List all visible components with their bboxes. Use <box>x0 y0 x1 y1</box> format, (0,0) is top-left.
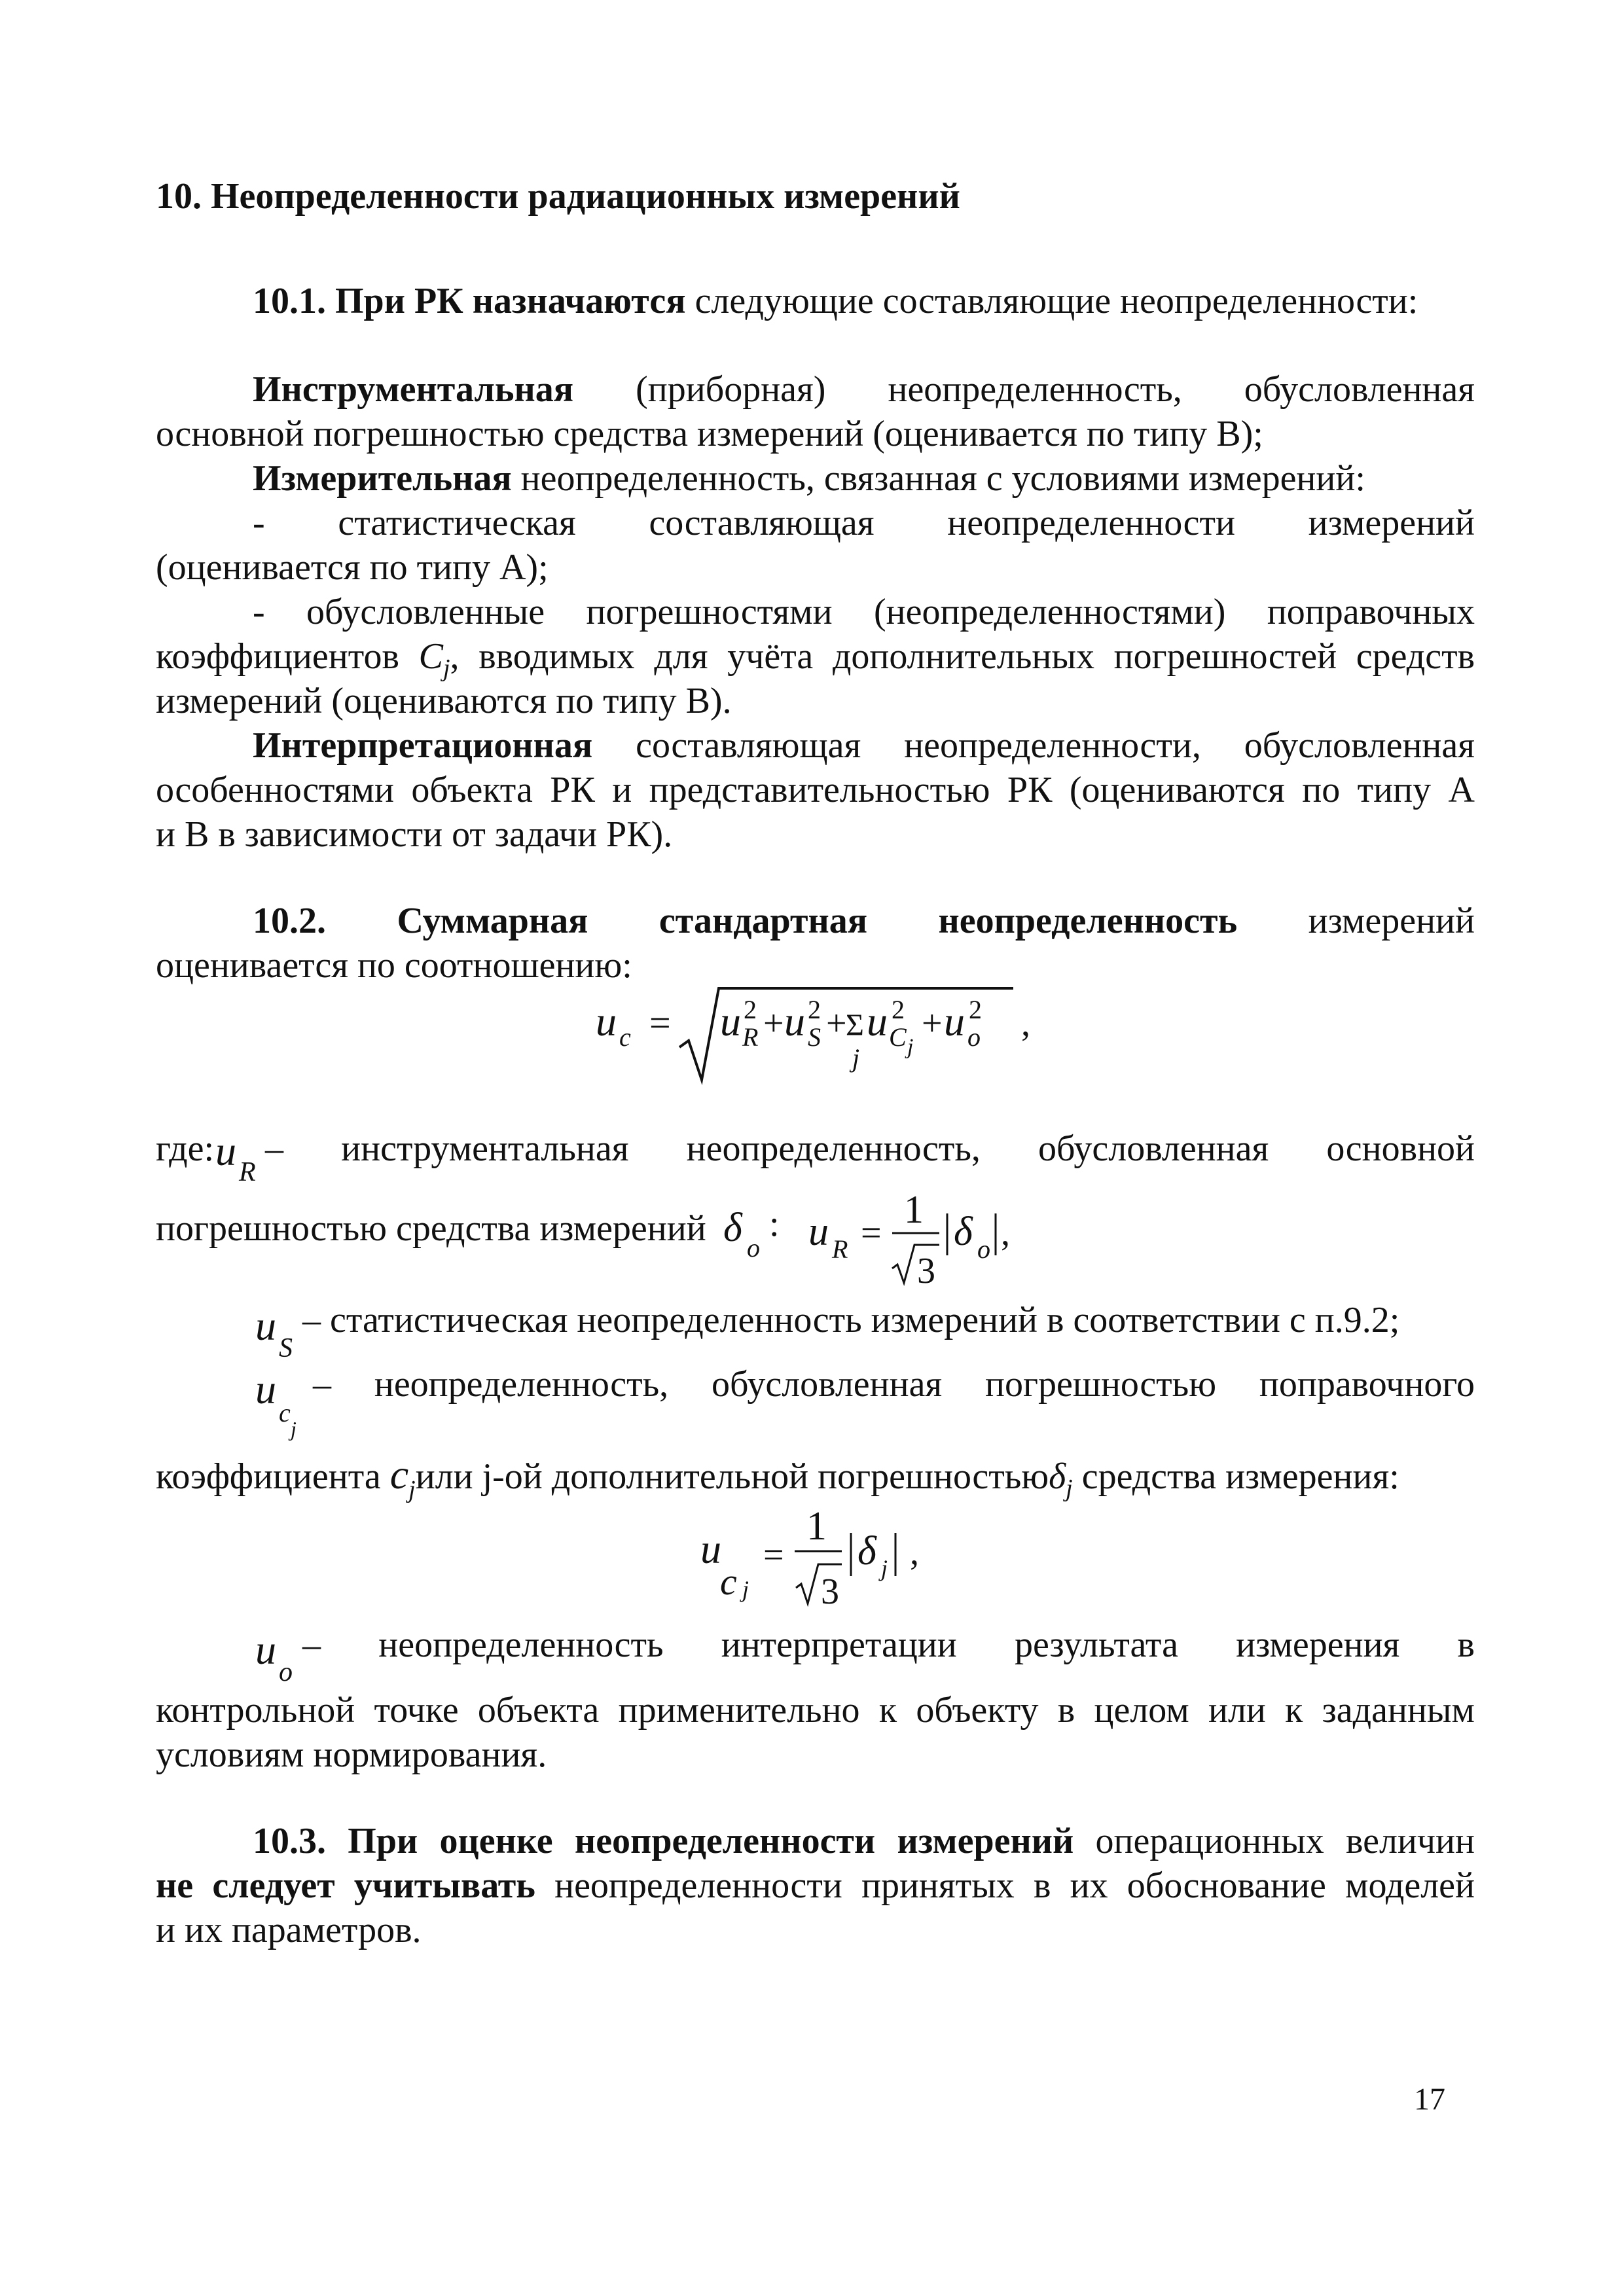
correction-line-3-text: измерений (оцениваются по типу В). <box>156 681 732 721</box>
svg-text:j: j <box>852 1043 860 1073</box>
svg-text:u: u <box>944 998 965 1045</box>
uo-description-text: – неопределенность интерпретации результата измерения в <box>302 1624 1475 1665</box>
svg-text:u: u <box>255 1302 276 1349</box>
cj-letter: C <box>418 636 443 677</box>
svg-text:C: C <box>889 1022 907 1052</box>
combined-uncertainty-formula <box>589 975 1060 1093</box>
instrumental-line-1 <box>253 367 1475 412</box>
svg-text:,: , <box>1001 1213 1010 1253</box>
lead-bold-10-3: 10.3. При оценке неопределенности измерений <box>253 1821 1074 1861</box>
svg-text:S: S <box>808 1022 821 1052</box>
svg-text:c: c <box>279 1398 291 1427</box>
paragraph-10-2-line-2-text: оценивается по соотношению: <box>156 945 632 986</box>
uR-symbol <box>213 1124 259 1190</box>
svg-text:=: = <box>763 1535 784 1575</box>
paragraph-10-3-line-2 <box>156 1863 1475 1909</box>
svg-text:c: c <box>720 1560 737 1603</box>
interpretation-line-2-text: особенностями объекта РК и представительностью РК (оцениваются по типу А <box>156 770 1475 810</box>
section-heading-text: 10. Неопределенности радиационных измерений <box>156 176 960 217</box>
svg-text:j: j <box>881 1555 888 1581</box>
correction-line-1-text: - обусловленные погрешностями (неопределенностями) поправочных <box>253 592 1475 632</box>
svg-text:δ: δ <box>954 1210 973 1254</box>
instrumental-line-2-text: основной погрешностью средства измерений (оценивается по типу В); <box>156 414 1263 454</box>
ucj-line-2-c: средства измерения: <box>1072 1456 1399 1497</box>
svg-text:=: = <box>861 1213 882 1253</box>
uS-description-text: – статистическая неопределенность измерений в соответствии с п.9.2; <box>302 1300 1400 1340</box>
svg-text:o: o <box>747 1233 760 1263</box>
delta-j-symbol: $\delta_j$ <box>1049 1456 1073 1503</box>
svg-text:2: 2 <box>892 995 905 1024</box>
svg-text:u: u <box>867 998 888 1045</box>
paragraph-10-2-lead <box>253 898 1475 944</box>
svg-text:2: 2 <box>808 995 821 1024</box>
cj-symbol <box>418 636 450 683</box>
instrumental-line-2 <box>156 411 1475 457</box>
correction-text-b: , вводимых для учёта дополнительных погрешностей средств <box>450 636 1475 677</box>
cj-subscript: j <box>442 655 450 683</box>
uo-line-3-text: условиям нормирования. <box>156 1734 547 1775</box>
svg-text:u: u <box>808 1210 829 1254</box>
instrumental-term: Инструментальная <box>253 369 574 410</box>
svg-text:u: u <box>700 1526 721 1572</box>
svg-text:u: u <box>255 1626 276 1673</box>
svg-text:δ: δ <box>723 1206 742 1250</box>
uR-formula <box>723 1185 1090 1296</box>
lead-bold: 10.1. При РК назначаются <box>253 281 686 321</box>
svg-text:u: u <box>784 998 805 1045</box>
correction-line-3 <box>156 678 1475 724</box>
line2-bold-10-3: не следует учитывать <box>156 1865 535 1906</box>
svg-text:+: + <box>922 1003 943 1044</box>
svg-text:+: + <box>826 1003 847 1044</box>
lead-bold-10-2: 10.2. Суммарная стандартная неопределенность <box>253 901 1238 941</box>
page-number: 17 <box>1414 2082 1445 2117</box>
uo-line-3 <box>156 1732 1475 1778</box>
uR-description <box>265 1126 1475 1172</box>
uS-symbol <box>253 1299 298 1365</box>
svg-text:R: R <box>832 1234 848 1264</box>
svg-text:2: 2 <box>744 995 757 1024</box>
uo-symbol <box>253 1623 298 1689</box>
svg-text::: : <box>769 1204 780 1244</box>
svg-text:Σ: Σ <box>846 1008 864 1043</box>
ucj-symbol <box>253 1363 305 1441</box>
paragraph-10-3-line-3-text: и их параметров. <box>156 1910 422 1950</box>
interpretation-line-3-text: и В в зависимости от задачи РК). <box>156 814 673 855</box>
svg-text:o: o <box>977 1234 990 1264</box>
svg-text:3: 3 <box>917 1251 935 1291</box>
svg-text:u: u <box>255 1366 276 1412</box>
uo-description <box>302 1622 1475 1668</box>
cj-inline-symbol: $c_j$ <box>389 1451 416 1503</box>
lead-rest-10-2: измерений <box>1237 901 1475 941</box>
svg-text:δ: δ <box>857 1529 876 1573</box>
svg-text:u: u <box>215 1128 236 1174</box>
paragraph-10-1-lead <box>253 278 1475 324</box>
uo-line-2-text: контрольной точке объекта применительно к объекту в целом или к заданным <box>156 1690 1475 1731</box>
uR-description-text: – инструментальная неопределенность, обусловленная основной <box>265 1128 1475 1169</box>
svg-text:3: 3 <box>821 1571 839 1612</box>
correction-line-1 <box>253 589 1475 635</box>
svg-text:c: c <box>619 1022 631 1052</box>
measurement-term: Измерительная <box>253 458 512 499</box>
svg-text:o: o <box>279 1657 293 1687</box>
line2-rest-10-3: неопределенности принятых в их обоснование моделей <box>535 1865 1475 1906</box>
ucj-description-text: – неопределенность, обусловленная погрешностью поправочного <box>313 1364 1475 1405</box>
measurement-rest: неопределенность, связанная с условиями измерений: <box>511 458 1365 499</box>
uo-line-2 <box>156 1687 1475 1733</box>
statistical-line-1 <box>253 500 1475 546</box>
svg-text:+: + <box>763 1003 784 1044</box>
svg-text:S: S <box>279 1333 293 1363</box>
svg-text:1: 1 <box>806 1504 827 1549</box>
svg-text:1: 1 <box>904 1188 924 1231</box>
svg-text:j: j <box>291 1417 297 1441</box>
ucj-description <box>313 1361 1475 1407</box>
paragraph-10-3-lead <box>253 1818 1475 1864</box>
svg-text:j: j <box>907 1035 914 1059</box>
statistical-line-2 <box>156 545 1475 590</box>
svg-text:2: 2 <box>969 995 982 1024</box>
svg-text:o: o <box>967 1022 981 1052</box>
lead-rest-10-3: операционных величин <box>1074 1821 1475 1861</box>
statistical-line-1-text: - статистическая составляющая неопределенности измерений <box>253 503 1475 543</box>
correction-text-a: коэффициентов <box>156 636 419 677</box>
interpretation-rest: составляющая неопределенности, обусловленная <box>592 725 1475 766</box>
uR-line-2-text: погрешностью средства измерений <box>156 1208 706 1249</box>
svg-text:=: = <box>649 1001 671 1044</box>
svg-text:u: u <box>720 998 741 1045</box>
svg-text:,: , <box>1021 1003 1030 1044</box>
section-heading <box>156 173 1475 219</box>
paragraph-10-3-line-3 <box>156 1907 1475 1953</box>
ucj-line-2-a: коэффициента <box>156 1456 390 1497</box>
measurement-line <box>253 456 1475 501</box>
svg-text:j: j <box>742 1576 749 1602</box>
interpretation-line-2 <box>156 767 1475 813</box>
uS-description <box>302 1297 1475 1343</box>
statistical-line-2-text: (оценивается по типу А); <box>156 547 549 588</box>
where-text: где: <box>156 1128 215 1169</box>
ucj-line-2-b: или j-ой дополнительной погрешностью <box>415 1456 1049 1497</box>
svg-text:R: R <box>742 1022 759 1052</box>
interpretation-term: Интерпретационная <box>253 725 593 766</box>
interpretation-line-3 <box>156 812 1475 857</box>
svg-text:R: R <box>239 1157 256 1187</box>
interpretation-line-1 <box>253 723 1475 768</box>
ucj-formula <box>694 1499 956 1617</box>
svg-text:u: u <box>596 998 617 1045</box>
svg-text:,: , <box>910 1532 919 1573</box>
instrumental-rest: (приборная) неопределенность, обусловленная <box>573 369 1475 410</box>
lead-rest: следующие составляющие неопределенности: <box>685 281 1418 321</box>
